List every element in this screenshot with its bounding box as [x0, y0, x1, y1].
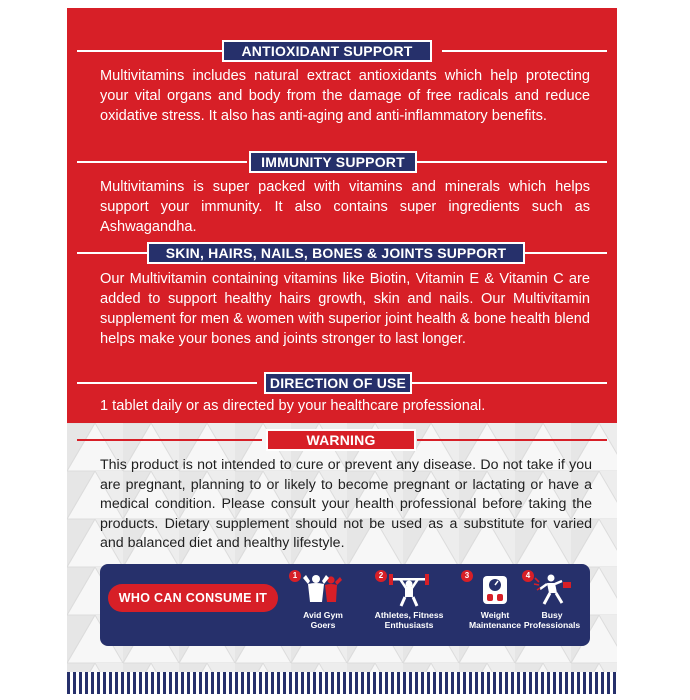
- consumer-item-athletes: [372, 570, 446, 630]
- divider-line: [442, 50, 607, 52]
- consumer-item-gym-goers: [286, 570, 360, 630]
- warning-heading: WARNING: [266, 429, 416, 451]
- skin-heading-row: [67, 242, 617, 264]
- divider-line: [77, 439, 262, 441]
- divider-line: [77, 50, 222, 52]
- item-number: 4: [522, 570, 534, 582]
- item-number: 1: [289, 570, 301, 582]
- who-can-consume-label: WHO CAN CONSUME IT: [108, 584, 278, 612]
- divider-line: [417, 439, 607, 441]
- immunity-heading-row: [67, 151, 617, 173]
- direction-heading-row: [67, 372, 617, 394]
- divider-line: [417, 161, 607, 163]
- weighing-scale-icon: [472, 572, 518, 608]
- weightlifter-icon: [386, 572, 432, 608]
- who-can-consume-banner: [100, 564, 590, 646]
- antioxidant-text: Multivitamins includes natural extract antioxidants which help protecting your vital organs and body from the damage of free radicals and reduce oxidative stress. It also has anti-aging and anti-inflammatory benefits.: [100, 68, 590, 124]
- bottom-stripe-border: [67, 672, 617, 694]
- divider-line: [77, 161, 247, 163]
- immunity-text: Multivitamins is super packed with vitamins and minerals which helps support your immunity. It also contains super ingredients such as Ashwagandha.: [100, 179, 590, 235]
- item-label-line2: Enthusiasts: [384, 620, 434, 630]
- antioxidant-heading-row: [67, 40, 617, 62]
- item-label-line1: Athletes, Fitness: [374, 610, 444, 620]
- skin-heading: SKIN, HAIRS, NAILS, BONES & JOINTS SUPPORT: [147, 242, 525, 264]
- divider-line: [412, 382, 607, 384]
- divider-line: [525, 252, 607, 254]
- item-number: 3: [461, 570, 473, 582]
- flexing-people-icon: [300, 572, 346, 608]
- item-label-line1: Busy: [541, 610, 563, 620]
- direction-text: 1 tablet daily or as directed by your healthcare professional.: [100, 398, 486, 414]
- running-businessman-icon: [529, 572, 575, 608]
- warning-text: This product is not intended to cure or prevent any disease. Do not take if you are pregnant, planning to or likely to become pregnant or lactating or have a medical condition. Please consult your health professional before taking the products. Dietary supplement should not be used as a substitute for varied and balanced diet and healthy lifestyle.: [100, 457, 592, 551]
- skin-text: Our Multivitamin containing vitamins like Biotin, Vitamin E & Vitamin C are added to support healthy hairs growth, skin and nails. Our Multivitamin supplement for men & women with superior joint health & bone health blend helps make your bones and joints stronger to last longer.: [100, 271, 590, 347]
- item-number: 2: [375, 570, 387, 582]
- immunity-heading: IMMUNITY SUPPORT: [249, 151, 417, 173]
- warning-heading-row: [67, 429, 617, 451]
- item-label-line2: Goers: [310, 620, 336, 630]
- consumer-item-busy-professionals: [514, 570, 590, 630]
- item-label-line1: Avid Gym: [303, 610, 343, 620]
- product-info-panel: [67, 8, 617, 673]
- item-label-line2: Professionals: [523, 620, 581, 630]
- item-label-line2: Maintenance: [468, 620, 522, 630]
- antioxidant-heading: ANTIOXIDANT SUPPORT: [222, 40, 432, 62]
- item-label-line1: Weight: [480, 610, 510, 620]
- divider-line: [77, 252, 147, 254]
- divider-line: [77, 382, 257, 384]
- direction-heading: DIRECTION OF USE: [264, 372, 412, 394]
